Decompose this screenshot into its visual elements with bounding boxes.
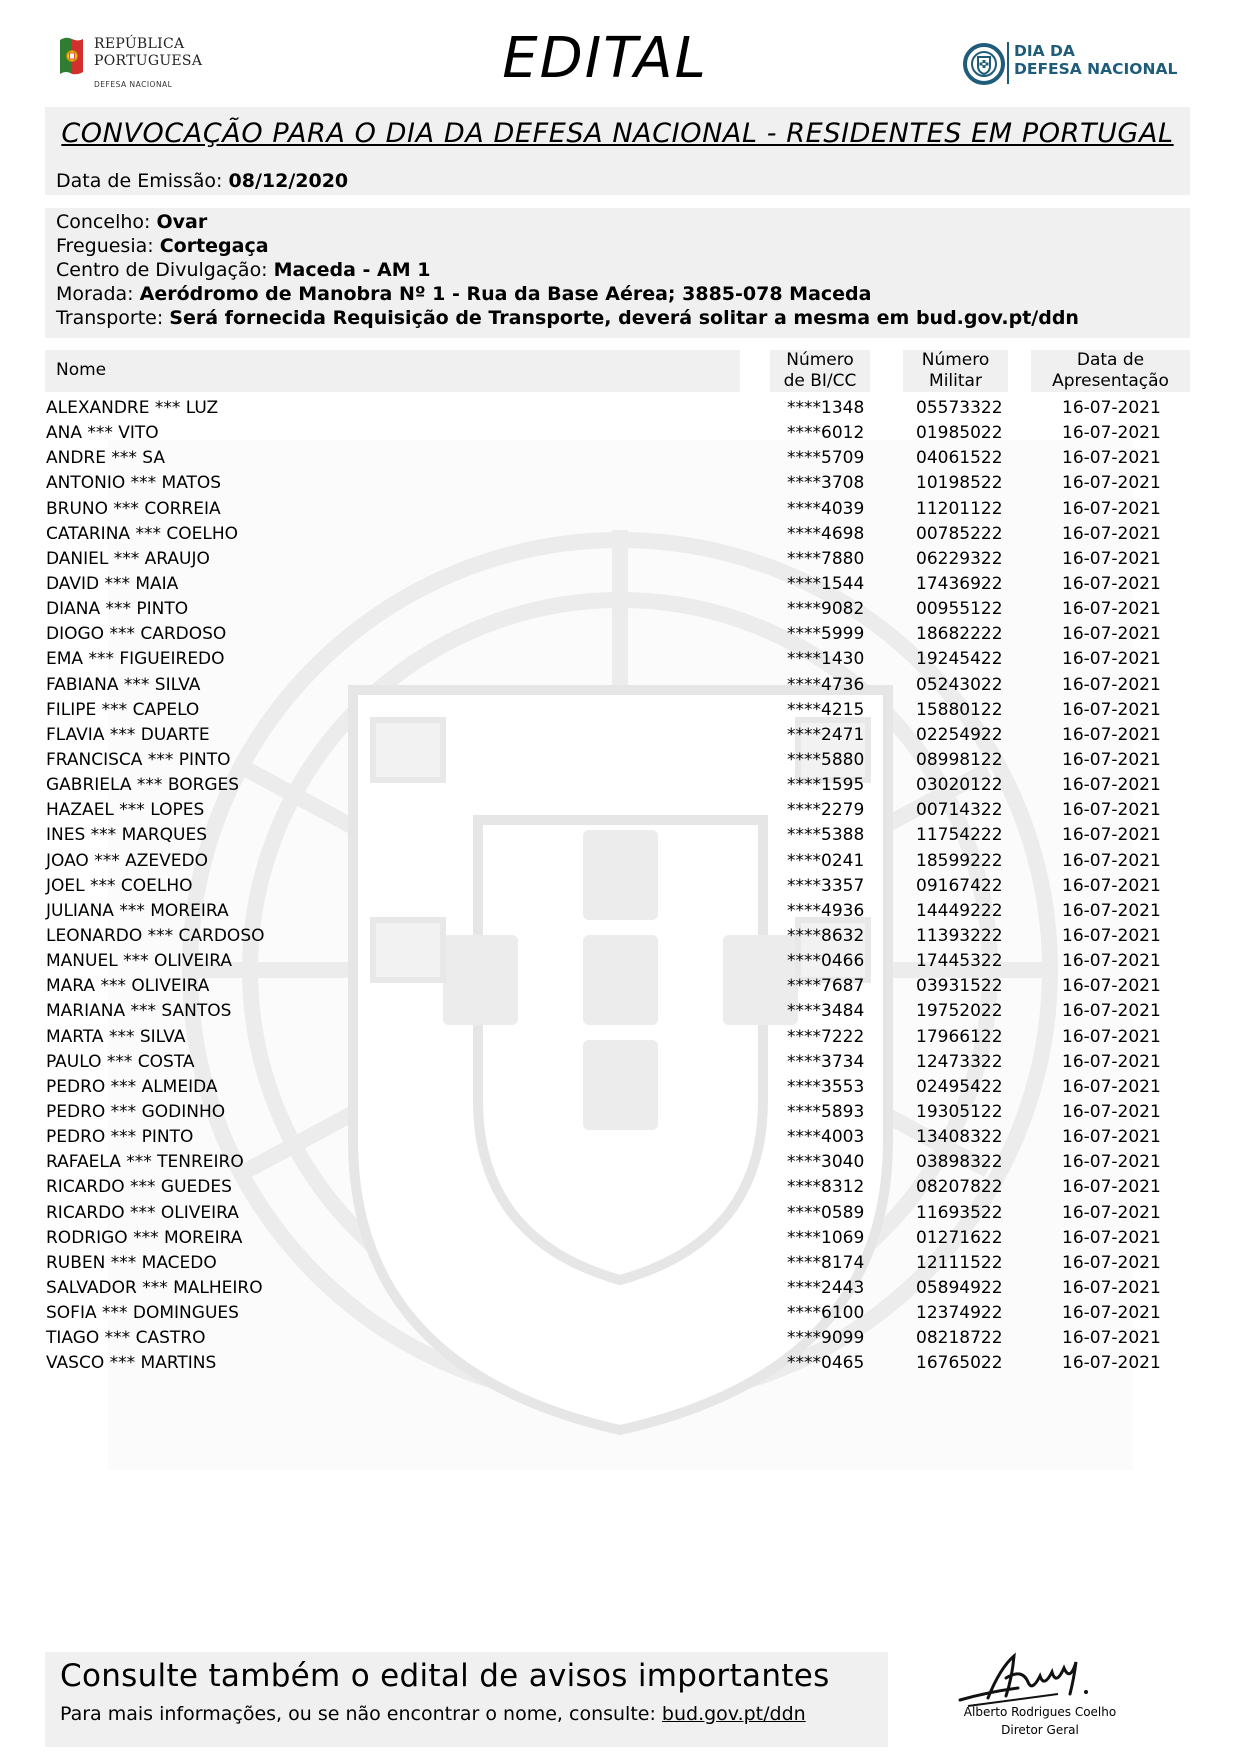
cell-bi: ****4736 xyxy=(787,674,865,695)
cell-bi: ****5893 xyxy=(787,1101,865,1122)
cell-bi: ****4698 xyxy=(787,523,865,544)
cell-data: 16-07-2021 xyxy=(1062,1127,1161,1148)
cell-data: 16-07-2021 xyxy=(1062,523,1161,544)
cell-militar: 11693522 xyxy=(916,1202,1003,1223)
cell-data: 16-07-2021 xyxy=(1062,1227,1161,1248)
republica-line: REPÚBLICA xyxy=(94,36,185,52)
cell-nome: RUBEN *** MACEDO xyxy=(46,1252,217,1273)
cell-bi: ****0465 xyxy=(787,1353,865,1374)
cell-militar: 06229322 xyxy=(916,548,1003,569)
table-row xyxy=(0,849,1240,874)
morada-label: Morada: xyxy=(56,283,134,305)
cell-bi: ****6100 xyxy=(787,1303,865,1324)
column-header-militar xyxy=(903,350,1008,392)
table-row xyxy=(0,698,1240,723)
cell-data: 16-07-2021 xyxy=(1062,1001,1161,1022)
cell-militar: 09167422 xyxy=(916,875,1003,896)
table-row xyxy=(0,1326,1240,1351)
cell-bi: ****3040 xyxy=(787,1152,865,1173)
cell-data: 16-07-2021 xyxy=(1062,1051,1161,1072)
column-header-data xyxy=(1031,350,1190,392)
transporte-value: Será fornecida Requisição de Transporte, deverá solitar a mesma em bud.gov.pt/ddn xyxy=(169,307,1079,329)
document-title: EDITAL xyxy=(502,26,708,91)
table-row xyxy=(0,572,1240,597)
cell-bi: ****0241 xyxy=(787,850,865,871)
cell-nome: BRUNO *** CORREIA xyxy=(46,498,221,519)
table-row xyxy=(0,1025,1240,1050)
centro-value: Maceda - AM 1 xyxy=(273,259,431,281)
column-militar-line-2: Militar xyxy=(929,371,982,391)
ddn-logo-text xyxy=(1014,42,1177,78)
footer-title: Consulte também o edital de avisos importantes xyxy=(60,1658,830,1694)
cell-militar: 05243022 xyxy=(916,674,1003,695)
cell-militar: 17436922 xyxy=(916,573,1003,594)
table-row xyxy=(0,396,1240,421)
table-row xyxy=(0,1226,1240,1251)
concelho-value: Ovar xyxy=(156,211,208,233)
cell-militar: 11754222 xyxy=(916,825,1003,846)
table-row xyxy=(0,1351,1240,1376)
cell-nome: FLAVIA *** DUARTE xyxy=(46,724,210,745)
cell-militar: 01271622 xyxy=(916,1227,1003,1248)
ddn-line-2: DEFESA NACIONAL xyxy=(1014,60,1178,78)
cell-nome: RICARDO *** GUEDES xyxy=(46,1177,232,1198)
centro-line xyxy=(56,259,431,281)
table-row xyxy=(0,522,1240,547)
cell-data: 16-07-2021 xyxy=(1062,548,1161,569)
table-row xyxy=(0,673,1240,698)
cell-data: 16-07-2021 xyxy=(1062,1252,1161,1273)
cell-militar: 17966122 xyxy=(916,1026,1003,1047)
table-row xyxy=(0,1175,1240,1200)
cell-data: 16-07-2021 xyxy=(1062,448,1161,469)
cell-data: 16-07-2021 xyxy=(1062,1076,1161,1097)
cell-nome: RAFAELA *** TENREIRO xyxy=(46,1152,244,1173)
table-row xyxy=(0,547,1240,572)
cell-data: 16-07-2021 xyxy=(1062,1303,1161,1324)
cell-nome: MARA *** OLIVEIRA xyxy=(46,976,210,997)
cell-data: 16-07-2021 xyxy=(1062,749,1161,770)
cell-nome: SOFIA *** DOMINGUES xyxy=(46,1303,239,1324)
cell-bi: ****8632 xyxy=(787,925,865,946)
table-row xyxy=(0,497,1240,522)
cell-militar: 03931522 xyxy=(916,976,1003,997)
cell-militar: 03020122 xyxy=(916,775,1003,796)
footer-subtext-label: Para mais informações, ou se não encontrar o nome, consulte: xyxy=(60,1703,656,1725)
bud-gov-link[interactable]: bud.gov.pt/ddn xyxy=(661,1703,806,1725)
ddn-line-1: DIA DA xyxy=(1014,42,1075,60)
cell-bi: ****3484 xyxy=(787,1001,865,1022)
signer-name: Alberto Rodrigues Coelho xyxy=(963,1705,1117,1719)
table-row xyxy=(0,899,1240,924)
cell-militar: 18682222 xyxy=(916,624,1003,645)
cell-bi: ****3734 xyxy=(787,1051,865,1072)
cell-data: 16-07-2021 xyxy=(1062,1026,1161,1047)
cell-bi: ****1595 xyxy=(787,775,865,796)
convocation-title: CONVOCAÇÃO PARA O DIA DA DEFESA NACIONAL - RESIDENTES EM PORTUGAL xyxy=(61,118,1174,149)
cell-militar: 08998122 xyxy=(916,749,1003,770)
cell-militar: 10198522 xyxy=(916,473,1003,494)
cell-bi: ****9099 xyxy=(787,1328,865,1349)
cell-bi: ****9082 xyxy=(787,599,865,620)
cell-nome: RICARDO *** OLIVEIRA xyxy=(46,1202,239,1223)
cell-militar: 11393222 xyxy=(916,925,1003,946)
signature-mark xyxy=(948,1648,1128,1710)
table-row xyxy=(0,446,1240,471)
cell-nome: SALVADOR *** MALHEIRO xyxy=(46,1277,263,1298)
cell-militar: 05894922 xyxy=(916,1277,1003,1298)
cell-nome: INES *** MARQUES xyxy=(46,825,208,846)
cell-data: 16-07-2021 xyxy=(1062,1152,1161,1173)
cell-nome: ANA *** VITO xyxy=(46,423,159,444)
cell-bi: ****2279 xyxy=(787,800,865,821)
logo-divider xyxy=(1007,42,1009,84)
table-row xyxy=(0,823,1240,848)
signer-role: Diretor Geral xyxy=(1001,1723,1079,1737)
cell-nome: PEDRO *** PINTO xyxy=(46,1127,194,1148)
cell-nome: DIOGO *** CARDOSO xyxy=(46,624,227,645)
table-row xyxy=(0,421,1240,446)
table-row xyxy=(0,1125,1240,1150)
cell-nome: CATARINA *** COELHO xyxy=(46,523,238,544)
table-row xyxy=(0,999,1240,1024)
cell-bi: ****7687 xyxy=(787,976,865,997)
cell-bi: ****2443 xyxy=(787,1277,865,1298)
cell-data: 16-07-2021 xyxy=(1062,649,1161,670)
cell-data: 16-07-2021 xyxy=(1062,498,1161,519)
concelho-label: Concelho: xyxy=(56,211,151,233)
table-row xyxy=(0,1050,1240,1075)
freguesia-label: Freguesia: xyxy=(56,235,154,257)
cell-data: 16-07-2021 xyxy=(1062,1101,1161,1122)
cell-bi: ****4039 xyxy=(787,498,865,519)
cell-data: 16-07-2021 xyxy=(1062,976,1161,997)
cell-militar: 12111522 xyxy=(916,1252,1003,1273)
cell-data: 16-07-2021 xyxy=(1062,624,1161,645)
cell-bi: ****8174 xyxy=(787,1252,865,1273)
table-row xyxy=(0,1301,1240,1326)
cell-militar: 14449222 xyxy=(916,900,1003,921)
cell-militar: 12473322 xyxy=(916,1051,1003,1072)
cell-bi: ****2471 xyxy=(787,724,865,745)
cell-bi: ****7880 xyxy=(787,548,865,569)
cell-militar: 19752022 xyxy=(916,1001,1003,1022)
cell-nome: DAVID *** MAIA xyxy=(46,573,179,594)
cell-militar: 15880122 xyxy=(916,699,1003,720)
cell-data: 16-07-2021 xyxy=(1062,925,1161,946)
cell-nome: ALEXANDRE *** LUZ xyxy=(46,398,219,418)
cell-nome: VASCO *** MARTINS xyxy=(46,1353,217,1374)
emission-label: Data de Emissão: xyxy=(56,170,223,192)
cell-bi: ****0466 xyxy=(787,951,865,972)
cell-data: 16-07-2021 xyxy=(1062,1353,1161,1374)
cell-bi: ****1544 xyxy=(787,573,865,594)
cell-bi: ****7222 xyxy=(787,1026,865,1047)
table-row xyxy=(0,874,1240,899)
cell-data: 16-07-2021 xyxy=(1062,573,1161,594)
column-header-nome xyxy=(45,350,740,392)
portuguesa-line: PORTUGUESA xyxy=(94,53,203,69)
table-row xyxy=(0,597,1240,622)
transporte-label: Transporte: xyxy=(56,307,164,329)
table-row xyxy=(0,622,1240,647)
freguesia-line xyxy=(56,235,269,257)
cell-bi: ****3553 xyxy=(787,1076,865,1097)
cell-militar: 19305122 xyxy=(916,1101,1003,1122)
table-row xyxy=(0,974,1240,999)
cell-militar: 00714322 xyxy=(916,800,1003,821)
cell-data: 16-07-2021 xyxy=(1062,398,1161,418)
cell-data: 16-07-2021 xyxy=(1062,473,1161,494)
cell-nome: GABRIELA *** BORGES xyxy=(46,775,240,796)
cell-nome: EMA *** FIGUEIREDO xyxy=(46,649,225,670)
cell-nome: MARIANA *** SANTOS xyxy=(46,1001,232,1022)
cell-data: 16-07-2021 xyxy=(1062,775,1161,796)
cell-militar: 00955122 xyxy=(916,599,1003,620)
cell-nome: FABIANA *** SILVA xyxy=(46,674,201,695)
cell-data: 16-07-2021 xyxy=(1062,900,1161,921)
cell-data: 16-07-2021 xyxy=(1062,1328,1161,1349)
cell-militar: 02254922 xyxy=(916,724,1003,745)
cell-militar: 13408322 xyxy=(916,1127,1003,1148)
cell-bi: ****5709 xyxy=(787,448,865,469)
cell-bi: ****5388 xyxy=(787,825,865,846)
table-row xyxy=(0,748,1240,773)
cell-data: 16-07-2021 xyxy=(1062,599,1161,620)
cell-data: 16-07-2021 xyxy=(1062,800,1161,821)
cell-nome: PAULO *** COSTA xyxy=(46,1051,195,1072)
cell-data: 16-07-2021 xyxy=(1062,724,1161,745)
cell-nome: JOEL *** COELHO xyxy=(46,875,193,896)
cell-bi: ****5999 xyxy=(787,624,865,645)
table-row xyxy=(0,1251,1240,1276)
freguesia-value: Cortegaça xyxy=(159,235,269,257)
cell-nome: FILIPE *** CAPELO xyxy=(46,699,200,720)
cell-data: 16-07-2021 xyxy=(1062,850,1161,871)
cell-militar: 16765022 xyxy=(916,1353,1003,1374)
cell-bi: ****4215 xyxy=(787,699,865,720)
cell-data: 16-07-2021 xyxy=(1062,825,1161,846)
concelho-line xyxy=(56,211,207,233)
cell-nome: FRANCISCA *** PINTO xyxy=(46,749,231,770)
cell-militar: 11201122 xyxy=(916,498,1003,519)
table-row xyxy=(0,647,1240,672)
cell-nome: MARTA *** SILVA xyxy=(46,1026,186,1047)
cell-nome: JOAO *** AZEVEDO xyxy=(46,850,208,871)
cell-nome: HAZAEL *** LOPES xyxy=(46,800,205,821)
cell-bi: ****3708 xyxy=(787,473,865,494)
cell-militar: 18599222 xyxy=(916,850,1003,871)
emission-date xyxy=(56,170,348,192)
cell-nome: LEONARDO *** CARDOSO xyxy=(46,925,265,946)
dia-defesa-nacional-logo xyxy=(962,40,1202,90)
emission-value: 08/12/2020 xyxy=(228,170,349,192)
table-row xyxy=(0,949,1240,974)
table-row xyxy=(0,1100,1240,1125)
convocation-table-body xyxy=(0,396,1240,1376)
cell-militar: 08207822 xyxy=(916,1177,1003,1198)
cell-data: 16-07-2021 xyxy=(1062,1202,1161,1223)
cell-bi: ****1348 xyxy=(787,398,865,418)
cell-nome: ANDRE *** SA xyxy=(46,448,166,469)
cell-data: 16-07-2021 xyxy=(1062,875,1161,896)
cell-nome: PEDRO *** GODINHO xyxy=(46,1101,226,1122)
cell-bi: ****5880 xyxy=(787,749,865,770)
cell-militar: 19245422 xyxy=(916,649,1003,670)
footer-subtext xyxy=(60,1703,806,1725)
cell-nome: MANUEL *** OLIVEIRA xyxy=(46,951,232,972)
cell-bi: ****8312 xyxy=(787,1177,865,1198)
cell-militar: 03898322 xyxy=(916,1152,1003,1173)
table-row xyxy=(0,1150,1240,1175)
column-header-bi xyxy=(770,350,870,392)
column-bi-line-1: Número xyxy=(786,350,854,370)
cell-nome: DANIEL *** ARAUJO xyxy=(46,548,210,569)
cell-bi: ****4936 xyxy=(787,900,865,921)
cell-bi: ****3357 xyxy=(787,875,865,896)
cell-militar: 04061522 xyxy=(916,448,1003,469)
cell-data: 16-07-2021 xyxy=(1062,699,1161,720)
defesa-nacional-subtitle: DEFESA NACIONAL xyxy=(94,80,173,89)
cell-bi: ****4003 xyxy=(787,1127,865,1148)
table-row xyxy=(0,798,1240,823)
column-militar-line-1: Número xyxy=(921,350,990,370)
cell-nome: DIANA *** PINTO xyxy=(46,599,189,620)
cell-nome: ANTONIO *** MATOS xyxy=(46,473,222,494)
cell-bi: ****1430 xyxy=(787,649,865,670)
cell-nome: PEDRO *** ALMEIDA xyxy=(46,1076,218,1097)
cell-data: 16-07-2021 xyxy=(1062,674,1161,695)
cell-militar: 00785222 xyxy=(916,523,1003,544)
cell-bi: ****0589 xyxy=(787,1202,865,1223)
transporte-line xyxy=(56,307,1079,329)
cell-militar: 17445322 xyxy=(916,951,1003,972)
table-row xyxy=(0,471,1240,496)
cell-bi: ****6012 xyxy=(787,423,865,444)
cell-nome: JULIANA *** MOREIRA xyxy=(46,900,229,921)
cell-data: 16-07-2021 xyxy=(1062,951,1161,972)
cell-militar: 12374922 xyxy=(916,1303,1003,1324)
ddn-emblem-icon xyxy=(962,42,1006,86)
cell-militar: 08218722 xyxy=(916,1328,1003,1349)
cell-nome: RODRIGO *** MOREIRA xyxy=(46,1227,243,1248)
centro-label: Centro de Divulgação: xyxy=(56,259,268,281)
table-row xyxy=(0,773,1240,798)
column-nome-label: Nome xyxy=(56,360,107,380)
cell-militar: 02495422 xyxy=(916,1076,1003,1097)
column-data-line-2: Apresentação xyxy=(1052,371,1169,391)
morada-value: Aeródromo de Manobra Nº 1 - Rua da Base Aérea; 3885-078 Maceda xyxy=(139,283,872,305)
cell-nome: TIAGO *** CASTRO xyxy=(46,1328,206,1349)
table-row xyxy=(0,1276,1240,1301)
morada-line xyxy=(56,283,871,305)
cell-militar: 05573322 xyxy=(916,398,1003,418)
table-row xyxy=(0,1201,1240,1226)
cell-data: 16-07-2021 xyxy=(1062,423,1161,444)
table-row xyxy=(0,924,1240,949)
cell-data: 16-07-2021 xyxy=(1062,1277,1161,1298)
cell-data: 16-07-2021 xyxy=(1062,1177,1161,1198)
cell-militar: 01985022 xyxy=(916,423,1003,444)
table-row xyxy=(0,1075,1240,1100)
column-bi-line-2: de BI/CC xyxy=(783,371,857,391)
table-row xyxy=(0,723,1240,748)
column-data-line-1: Data de xyxy=(1076,350,1145,370)
cell-bi: ****1069 xyxy=(787,1227,865,1248)
